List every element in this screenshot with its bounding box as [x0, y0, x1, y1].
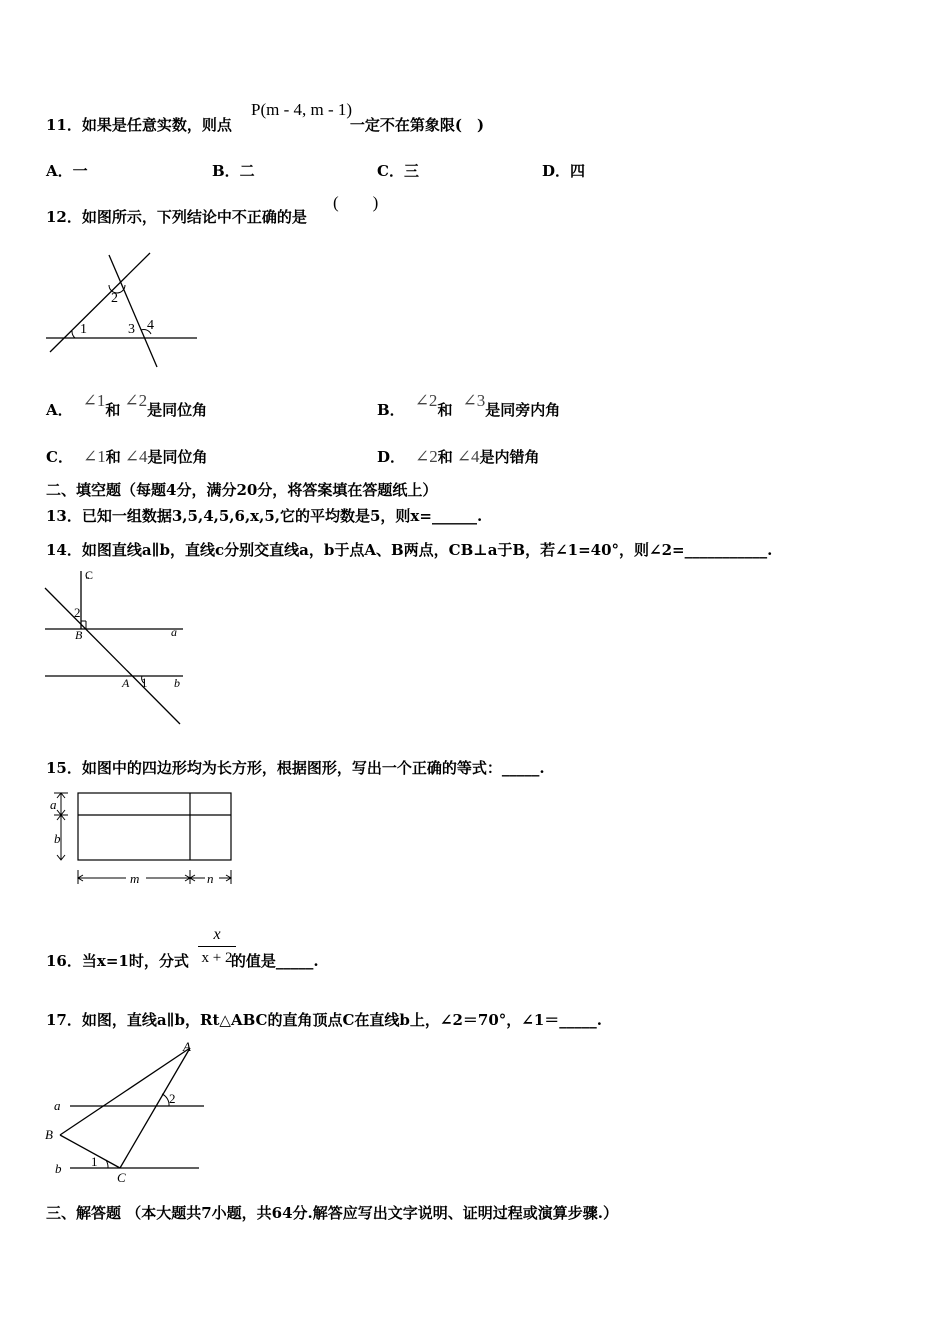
q13-text: 13．已知一组数据3,5,4,5,6,x,5,它的平均数是5，则x=______.: [46, 507, 483, 525]
q11-option-d: D．四: [542, 162, 586, 180]
q11-option-a: A．一: [46, 162, 88, 180]
q12-stem: 12．如图所示，下列结论中不正确的是: [46, 208, 307, 226]
q11-option-b: B．二: [212, 162, 255, 180]
point-expression: P(m - 4, m - 1): [251, 100, 353, 119]
angle-2: ∠2: [414, 391, 438, 410]
q15-label-b: b: [54, 831, 61, 846]
q12-figure: [40, 245, 200, 375]
q11-point-expression: [251, 100, 352, 120]
q15-figure: [44, 790, 244, 890]
q17-label-c-point: C: [117, 1170, 126, 1185]
q15-text: 15．如图中的四边形均为长方形，根据图形，写出一个正确的等式：_____.: [46, 759, 545, 777]
q12-label-2: 2: [111, 291, 118, 306]
angle-1: ∠1: [82, 391, 106, 410]
section-3-heading: 三、解答题 （本大题共7小题，共64分.解答应写出文字说明、证明过程或演算步骤.）: [46, 1204, 618, 1222]
option-text: 是同旁内角: [485, 401, 561, 419]
q16-fraction-bar: [198, 946, 236, 947]
option-text: 是同位角: [147, 401, 208, 419]
option-letter: C．: [46, 448, 73, 466]
angle-2: ∠2: [415, 447, 438, 466]
option-text: 是同位角: [147, 448, 208, 466]
and-word: 和: [437, 448, 453, 466]
option-text: 是内错角: [479, 448, 540, 466]
q17-label-a-point: A: [183, 1039, 191, 1054]
q15-label-n: n: [207, 871, 214, 886]
q11-option-c: C．三: [377, 162, 419, 180]
q17-label-b-point: B: [45, 1127, 53, 1142]
q12-label-3: 3: [128, 322, 135, 337]
q16-fraction-denominator: x + 2: [201, 950, 233, 966]
q15-label-m: m: [130, 871, 140, 886]
angle-4: ∠4: [456, 447, 480, 466]
q12-option-d: [377, 447, 540, 467]
q14-label-c: C: [85, 568, 94, 582]
q12-paren: [333, 193, 378, 213]
q14-label-1: 1: [141, 675, 148, 690]
q16-fraction-numerator: x: [213, 926, 221, 943]
q11-stem-tail: 一定不在第象限( ): [349, 116, 485, 134]
q12-option-b: [377, 391, 561, 420]
and-word: 和: [105, 448, 121, 466]
angle-3: ∠3: [462, 391, 486, 410]
q16-stem: [46, 951, 319, 971]
q15-label-a: a: [50, 797, 57, 812]
q14-figure: [40, 567, 190, 727]
q17-text: 17．如图，直线a∥b，Rt△ABC的直角顶点C在直线b上，∠2＝70°，∠1＝_____.: [46, 1011, 603, 1029]
and-word: 和: [437, 401, 453, 419]
option-letter: D．: [377, 448, 406, 466]
q12-option-c: [46, 447, 207, 467]
q12-label-1: 1: [80, 322, 87, 337]
q12-option-a: [46, 391, 208, 420]
q16-stem-tail: 的值是_____.: [230, 952, 319, 970]
q12-label-4: 4: [147, 318, 154, 333]
and-word: 和: [105, 401, 121, 419]
option-letter: A．: [46, 401, 73, 419]
angle-4: ∠4: [124, 447, 148, 466]
q14-label-2: 2: [74, 605, 81, 620]
q14-label-b: b: [174, 676, 180, 690]
q12-paren-text: ( ): [333, 193, 379, 212]
q14-text: 14．如图直线a∥b，直线c分别交直线a，b于点A、B两点，CB⊥a于B，若∠1=40°，则∠2=___________.: [46, 541, 773, 559]
q17-label-a-line: a: [54, 1098, 61, 1113]
q14-label-a-point: A: [122, 676, 130, 690]
section-2-heading: 二、填空题（每题4分，满分20分，将答案填在答题纸上）: [46, 481, 438, 499]
q17-label-2: 2: [169, 1091, 176, 1106]
q17-figure: [44, 1037, 224, 1187]
option-letter: B．: [377, 401, 405, 419]
q16-stem-text: 16．当x=1时，分式: [46, 952, 189, 970]
q14-label-b-point: B: [75, 628, 83, 642]
q14-label-a: a: [171, 625, 177, 639]
angle-2: ∠2: [124, 391, 148, 410]
q11-stem-text: 11．如果是任意实数，则点: [46, 116, 232, 134]
q17-label-b-line: b: [55, 1161, 62, 1176]
angle-1: ∠1: [82, 447, 106, 466]
q17-label-1: 1: [91, 1154, 98, 1169]
